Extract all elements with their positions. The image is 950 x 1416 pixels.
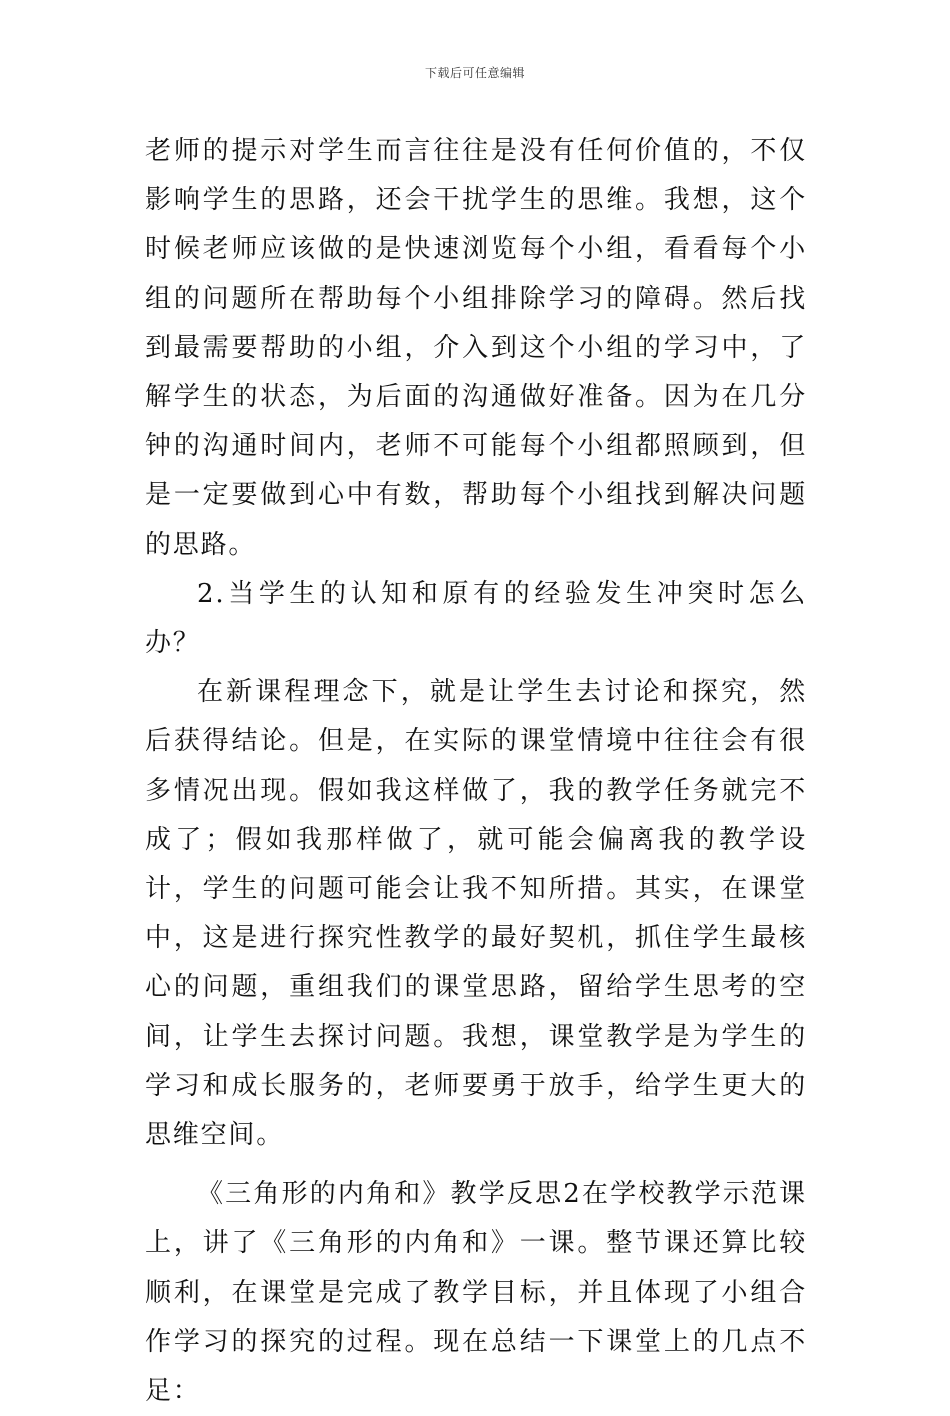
document-body [145,127,807,1416]
paragraph-new-curriculum: 在新课程理念下，就是让学生去讨论和探究，然后获得结论。但是，在实际的课堂情境中往往会有很多情况出现。假如我这样做了，我的教学任务就完不成了；假如我那样做了，就可能会偏离我的教学设计，学生的问题可能会让我不知所措。其实，在课堂中，这是进行探究性教学的最好契机，抓住学生最核心的问题，重组我们的课堂思路，留给学生思考的空间，让学生去探讨问题。我想，课堂教学是为学生的学习和成长服务的，老师要勇于放手，给学生更大的思维空间。 [145,677,807,1151]
paragraph-continuation: 老师的提示对学生而言往往是没有任何价值的，不仅影响学生的思路，还会干扰学生的思维。我想，这个时候老师应该做的是快速浏览每个小组，看看每个小组的问题所在帮助每个小组排除学习的障碍。然后找到最需要帮助的小组，介入到这个小组的学习中，了解学生的状态，为后面的沟通做好准备。因为在几分钟的沟通时间内，老师不可能每个小组都照顾到，但是一定要做到心中有数，帮助每个小组找到解决问题的思路。 [145,136,807,560]
paragraph-reflection-two: 《三角形的内角和》教学反思2在学校教学示范课上，讲了《三角形的内角和》一课。整节课还算比较顺利，在课堂是完成了教学目标，并且体现了小组合作学习的探究的过程。现在总结一下课堂上的几点不足： [145,1179,807,1407]
page-header: 下载后可任意编辑 [424,66,525,80]
paragraph-question-heading: 2.当学生的认知和原有的经验发生冲突时怎么办？ [145,578,807,659]
